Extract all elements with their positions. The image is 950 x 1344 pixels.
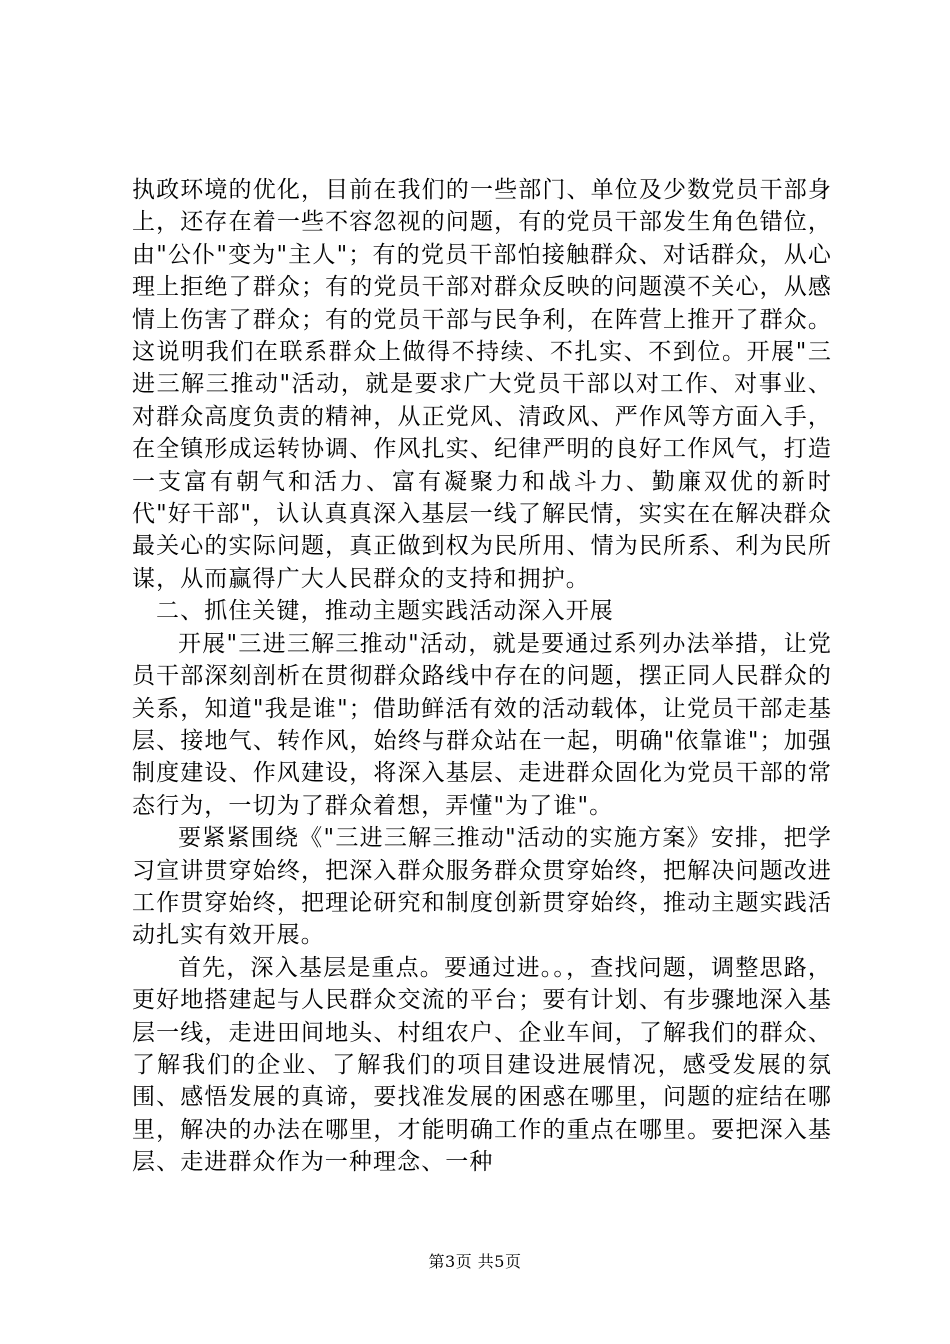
paragraph: 开展"三进三解三推动"活动，就是要通过系列办法举措，让党员干部深刻剖析在贯彻群众路线中存在的问题，摆正同人民群众的关系，知道"我是谁"；借助鲜活有效的活动载体，让党员干部走基层、接地气、转作风，始终与群众站在一起，明确"依靠谁"；加强制度建设、作风建设，将深入基层、走进群众固化为党员干部的常态行为，一切为了群众着想，弄懂"为了谁"。 bbox=[132, 630, 832, 819]
paragraph-continuation: 执政环境的优化，目前在我们的一些部门、单位及少数党员干部身上，还存在着一些不容忽视的问题，有的党员干部发生角色错位，由"公仆"变为"主人"；有的党员干部怕接触群众、对话群众，从心理上拒绝了群众；有的党员干部对群众反映的问题漠不关心，从感情上伤害了群众；有的党员干部与民争利，在阵营上推开了群众。这说明我们在联系群众上做得不持续、不扎实、不到位。开展"三进三解三推动"活动，就是要求广大党员干部以对工作、对事业、对群众高度负责的精神，从正党风、清政风、严作风等方面入手，在全镇形成运转协调、作风扎实、纪律严明的良好工作风气，打造一支富有朝气和活力、富有凝聚力和战斗力、勤廉双优的新时代"好干部"，认认真真深入基层一线了解民情，实实在在解决群众最关心的实际问题，真正做到权为民所用、情为民所系、利为民所谋，从而赢得广大人民群众的支持和拥护。 bbox=[132, 177, 832, 592]
page-number-footer: 第3页 共5页 bbox=[428, 1252, 522, 1271]
paragraph: 首先，深入基层是重点。要通过进。。，查找问题，调整思路，更好地搭建起与人民群众交流的平台；要有计划、有步骤地深入基层一线，走进田间地头、村组农户、企业车间，了解我们的群众、了解我们的企业、了解我们的项目建设进展情况，感受发展的氛围、感悟发展的真谛，要找准发展的困惑在哪里，问题的症结在哪里，解决的办法在哪里，才能明确工作的重点在哪里。要把深入基层、走进群众作为一种理念、一种 bbox=[132, 954, 832, 1176]
document-body bbox=[132, 174, 832, 1179]
paragraph: 要紧紧围绕《"三进三解三推动"活动的实施方案》安排，把学习宣讲贯穿始终，把深入群众服务群众贯穿始终，把解决问题改进工作贯穿始终，把理论研究和制度创新贯穿始终，推动主题实践活动扎实有效开展。 bbox=[132, 825, 832, 949]
section-heading: 二、抓住关键，推动主题实践活动深入开展 bbox=[156, 598, 614, 625]
